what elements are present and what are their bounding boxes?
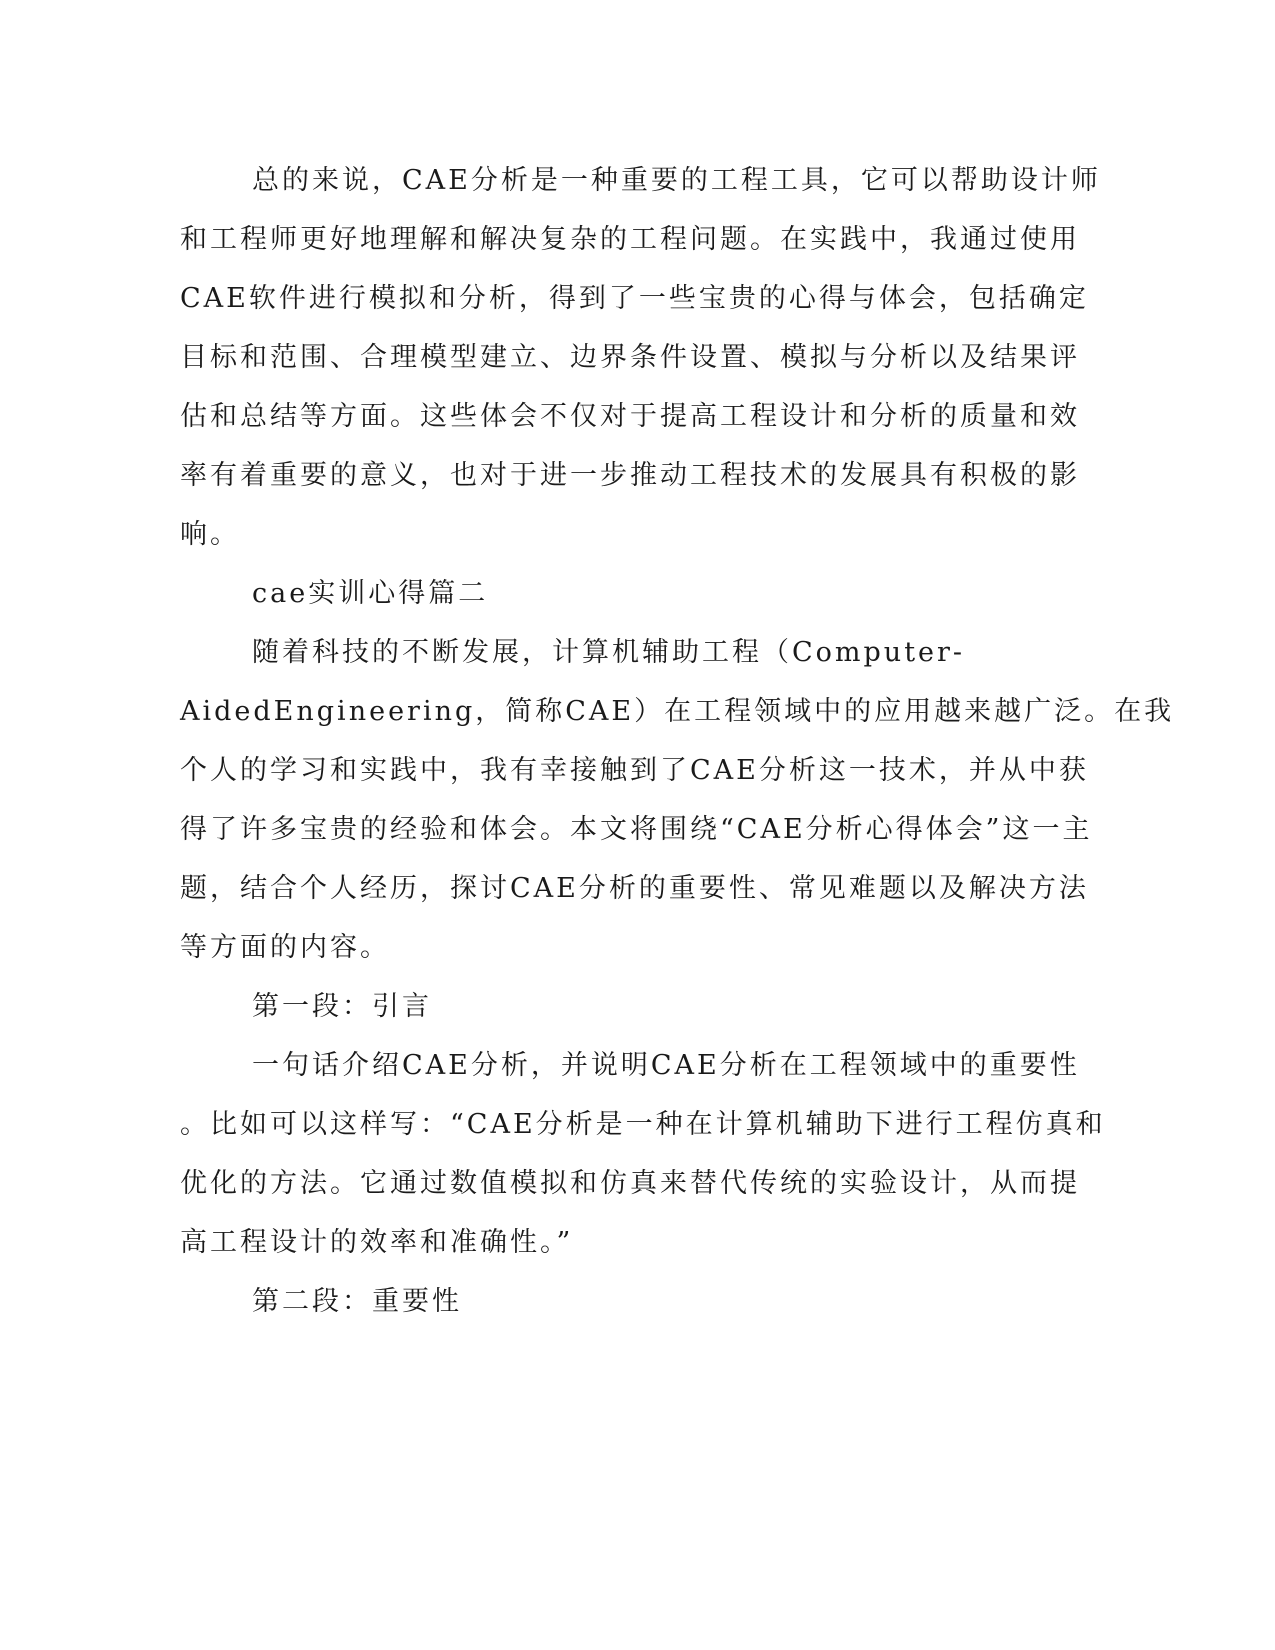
paragraph-line: 。比如可以这样写：“CAE分析是一种在计算机辅助下进行工程仿真和 [180, 1109, 1106, 1140]
paragraph-line: 个人的学习和实践中，我有幸接触到了CAE分析这一技术，并从中获 [180, 755, 1089, 786]
section-heading: 第二段：重要性 [252, 1286, 462, 1317]
paragraph-line: 响。 [180, 519, 240, 550]
section-heading: 第一段：引言 [252, 991, 432, 1022]
paragraph-line: 高工程设计的效率和准确性。” [180, 1227, 574, 1258]
paragraph-line: 一句话介绍CAE分析，并说明CAE分析在工程领域中的重要性 [252, 1050, 1080, 1081]
paragraph-line: 题，结合个人经历，探讨CAE分析的重要性、常见难题以及解决方法 [180, 873, 1089, 904]
paragraph-line: 估和总结等方面。这些体会不仅对于提高工程设计和分析的质量和效 [180, 401, 1080, 432]
paragraph-line: 得了许多宝贵的经验和体会。本文将围绕“CAE分析心得体会”这一主 [180, 814, 1093, 845]
paragraph-line: 随着科技的不断发展，计算机辅助工程（Computer- [252, 637, 966, 668]
section-heading: cae实训心得篇二 [252, 578, 489, 609]
paragraph-line: AidedEngineering，简称CAE）在工程领域中的应用越来越广泛。在我 [180, 696, 1175, 727]
paragraph-line: 目标和范围、合理模型建立、边界条件设置、模拟与分析以及结果评 [180, 342, 1080, 373]
paragraph-line: 优化的方法。它通过数值模拟和仿真来替代传统的实验设计，从而提 [180, 1168, 1080, 1199]
paragraph-line: 等方面的内容。 [180, 932, 390, 963]
paragraph-line: 总的来说，CAE分析是一种重要的工程工具，它可以帮助设计师 [252, 165, 1101, 196]
paragraph-line: 率有着重要的意义，也对于进一步推动工程技术的发展具有积极的影 [180, 460, 1080, 491]
paragraph-line: CAE软件进行模拟和分析，得到了一些宝贵的心得与体会，包括确定 [180, 283, 1089, 314]
paragraph-line: 和工程师更好地理解和解决复杂的工程问题。在实践中，我通过使用 [180, 224, 1080, 255]
